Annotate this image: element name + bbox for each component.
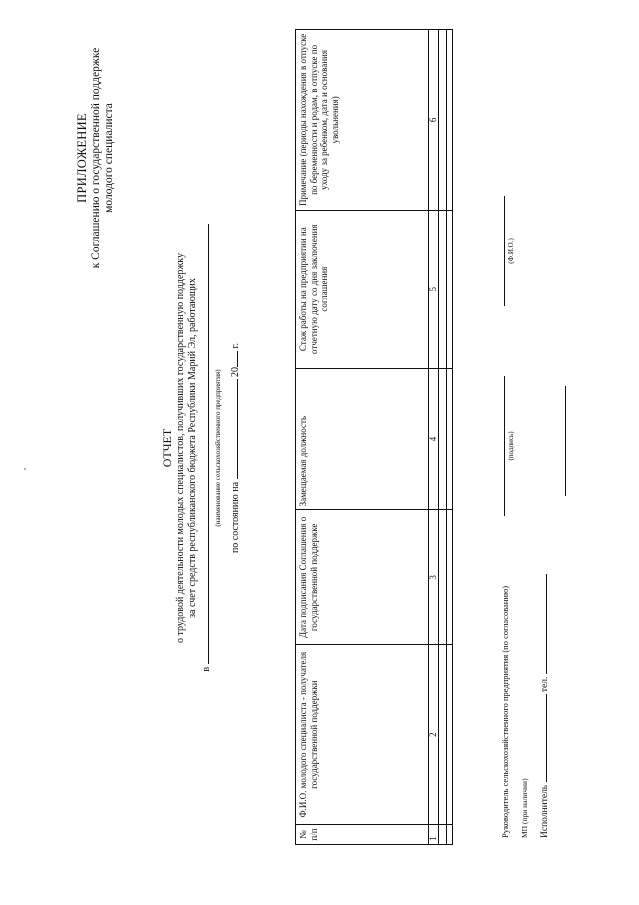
col-header-fio: Ф.И.О. молодого специалиста - получателя государственной поддержки: [296, 645, 429, 825]
signature-line[interactable]: [504, 376, 505, 516]
appendix-title: ПРИЛОЖЕНИЕ: [75, 113, 89, 203]
table-cell[interactable]: [447, 825, 453, 845]
table-cell[interactable]: [439, 368, 447, 510]
stamp-label: МП (при наличии): [520, 778, 529, 838]
phone-field[interactable]: [537, 574, 547, 674]
rotated-report-page: [20, 18, 620, 888]
fio-line[interactable]: [504, 196, 505, 306]
executor-row: [537, 574, 550, 838]
appendix-header: [75, 18, 116, 298]
table-header-row: [296, 30, 429, 845]
executor-field[interactable]: [537, 694, 547, 782]
table-cell[interactable]: [439, 210, 447, 368]
col-header-experience: Стаж работы на предприятии на отчетную дату со дня заключения соглашения: [296, 210, 429, 368]
phone-label: тел.: [540, 676, 550, 693]
executor-label: Исполнитель: [540, 784, 550, 838]
date-year-field[interactable]: [228, 351, 238, 367]
report-line-3-prefix: в: [201, 666, 212, 672]
report-line-1: о трудовой деятельности молодых специалистов, получивших государственную поддержку: [175, 252, 186, 644]
date-suffix: г.: [230, 342, 241, 349]
report-date-line: [228, 198, 242, 698]
col-number-5: 5: [429, 210, 439, 368]
report-title: ОТЧЕТ: [160, 428, 174, 468]
table-cell[interactable]: [439, 645, 447, 825]
head-label: Руководитель сельскохозяйственного предприятия (по согласованию): [500, 585, 510, 838]
table-cell[interactable]: [447, 368, 453, 510]
enterprise-caption: (наименование сельскохозяйственного предприятия): [214, 369, 222, 527]
report-line-3: [199, 198, 213, 698]
extra-signature-line: [565, 386, 566, 496]
table-cell[interactable]: [447, 30, 453, 211]
appendix-line-1: к Соглашению о государственной поддержке: [90, 47, 102, 269]
date-day-month-field[interactable]: [228, 379, 238, 479]
date-year-prefix: 20: [230, 366, 241, 377]
table-cell[interactable]: [439, 510, 447, 645]
col-header-position: Замещаемая должность: [296, 368, 429, 510]
col-number-4: 4: [429, 368, 439, 510]
appendix-line-2: молодого специалиста: [103, 103, 115, 213]
table-cell[interactable]: [447, 510, 453, 645]
table-cell[interactable]: [447, 645, 453, 825]
table-cell[interactable]: [447, 210, 453, 368]
report-table: [295, 29, 453, 845]
scan-speck: [24, 468, 26, 470]
table-numbers-row: [429, 30, 439, 845]
table-row[interactable]: [439, 30, 447, 845]
date-prefix: по состоянию на: [230, 481, 241, 554]
col-header-agreement-date: Дата подписания Соглашения о государственной поддержке: [296, 510, 429, 645]
report-header: [160, 198, 242, 698]
fio-caption: (Ф.И.О.): [507, 238, 515, 264]
table-row[interactable]: [447, 30, 453, 845]
table-cell[interactable]: [439, 825, 447, 845]
report-line-2: за счет средств республиканского бюджета Республики Марий Эл, работающих: [187, 278, 198, 618]
enterprise-name-field[interactable]: [199, 224, 209, 664]
signature-caption: (подпись): [507, 431, 515, 461]
col-number-2: 2: [429, 645, 439, 825]
col-number-6: 6: [429, 30, 439, 211]
col-number-1: 1: [429, 825, 439, 845]
col-header-note: Примечание (периоды нахождения в отпуске по беременности и родам, в отпуске по уходу за ребенком, дата и основания увольнения): [296, 30, 429, 211]
table-cell[interactable]: [439, 30, 447, 211]
col-number-3: 3: [429, 510, 439, 645]
col-header-number: № п/п: [296, 825, 429, 845]
